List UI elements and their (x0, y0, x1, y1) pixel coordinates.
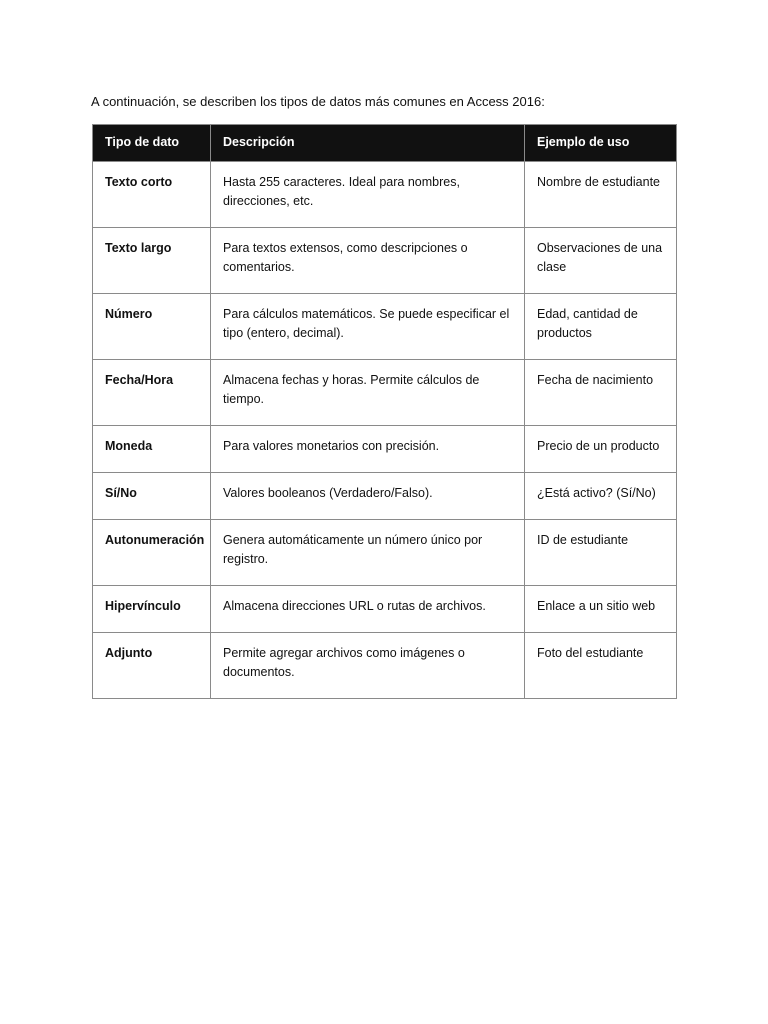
header-description: Descripción (211, 125, 525, 162)
type-cell: Autonumeración (93, 520, 211, 586)
example-cell: Foto del estudiante (525, 633, 677, 699)
description-cell: Almacena direcciones URL o rutas de archivos. (211, 586, 525, 633)
table-row (93, 360, 677, 426)
type-cell: Texto largo (93, 228, 211, 294)
example-cell: Observaciones de una clase (525, 228, 677, 294)
type-cell: Moneda (93, 426, 211, 473)
description-cell: Almacena fechas y horas. Permite cálculos de tiempo. (211, 360, 525, 426)
header-example: Ejemplo de uso (525, 125, 677, 162)
table-row (93, 426, 677, 473)
example-cell: Enlace a un sitio web (525, 586, 677, 633)
description-cell: Permite agregar archivos como imágenes o documentos. (211, 633, 525, 699)
type-cell: Sí/No (93, 473, 211, 520)
example-cell: ID de estudiante (525, 520, 677, 586)
type-cell: Fecha/Hora (93, 360, 211, 426)
intro-text: A continuación, se describen los tipos de datos más comunes en Access 2016: (91, 94, 545, 109)
table-row (93, 473, 677, 520)
type-cell: Texto corto (93, 162, 211, 228)
type-cell: Adjunto (93, 633, 211, 699)
data-types-table (92, 124, 677, 699)
table-row (93, 294, 677, 360)
example-cell: ¿Está activo? (Sí/No) (525, 473, 677, 520)
example-cell: Fecha de nacimiento (525, 360, 677, 426)
example-cell: Nombre de estudiante (525, 162, 677, 228)
header-type: Tipo de dato (93, 125, 211, 162)
type-cell: Hipervínculo (93, 586, 211, 633)
description-cell: Para cálculos matemáticos. Se puede especificar el tipo (entero, decimal). (211, 294, 525, 360)
example-cell: Precio de un producto (525, 426, 677, 473)
type-cell: Número (93, 294, 211, 360)
table-row (93, 633, 677, 699)
description-cell: Valores booleanos (Verdadero/Falso). (211, 473, 525, 520)
table-row (93, 162, 677, 228)
description-cell: Para textos extensos, como descripciones o comentarios. (211, 228, 525, 294)
table-row (93, 586, 677, 633)
example-cell: Edad, cantidad de productos (525, 294, 677, 360)
table-row (93, 520, 677, 586)
description-cell: Genera automáticamente un número único por registro. (211, 520, 525, 586)
description-cell: Hasta 255 caracteres. Ideal para nombres, direcciones, etc. (211, 162, 525, 228)
description-cell: Para valores monetarios con precisión. (211, 426, 525, 473)
table-header-row (93, 125, 677, 162)
table-row (93, 228, 677, 294)
